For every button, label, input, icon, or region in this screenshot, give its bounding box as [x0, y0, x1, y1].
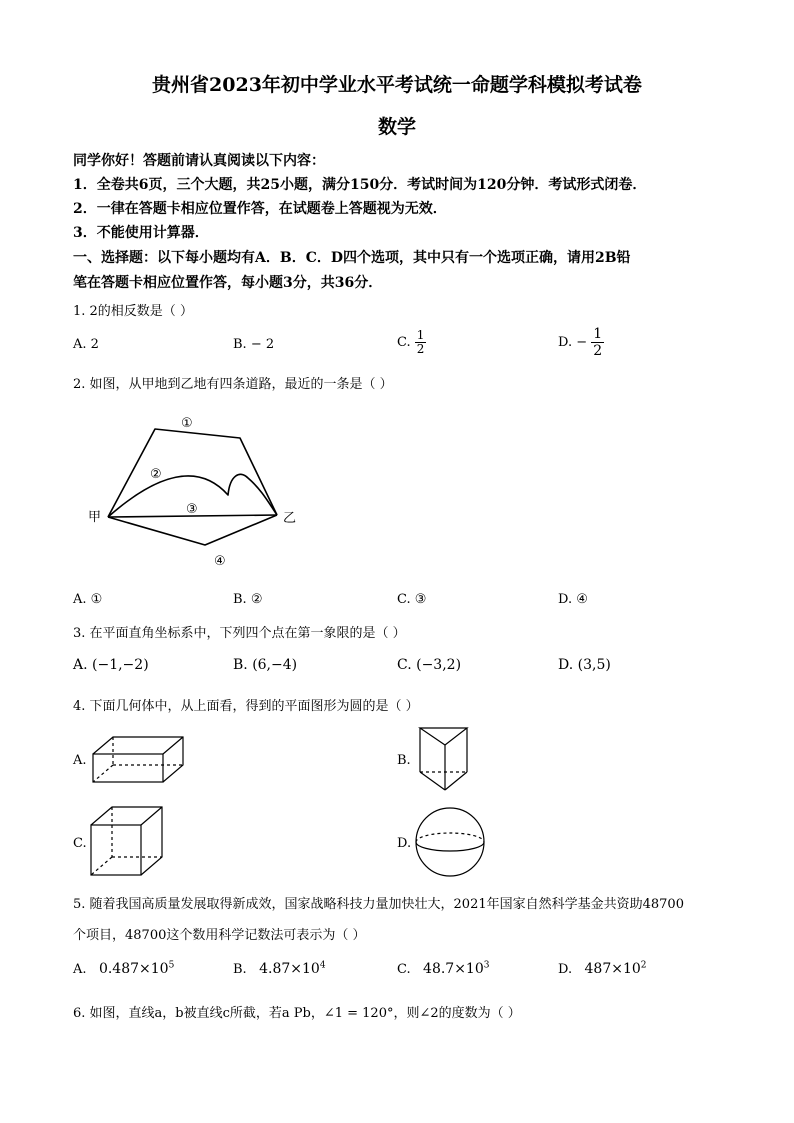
question-4-stem: 4. 下面几何体中，从上面看，得到的平面图形为圆的是（ ）	[73, 699, 419, 714]
option-label: C.	[397, 962, 411, 977]
fraction-denominator: 2	[416, 342, 425, 356]
question-2-option-d: D. ④	[558, 592, 588, 607]
route-1-label: ①	[181, 416, 193, 431]
section-1-header-line-1: 一、选择题：以下每小题均有A．B．C．D四个选项，其中只有一个选项正确，请用2B铅	[73, 250, 631, 266]
route-2-label: ②	[150, 467, 162, 482]
question-3-option-b: B. (6,−4)	[233, 657, 298, 673]
question-4-option-c-label: C.	[73, 836, 87, 851]
question-1-stem: 1. 2的相反数是（ ）	[73, 304, 193, 319]
fraction-numerator: 1	[593, 326, 603, 342]
mantissa: 4.87×10	[259, 961, 320, 977]
question-1-option-a: A. 2	[73, 337, 99, 352]
cube-figure	[91, 807, 162, 875]
mantissa: 48.7×10	[423, 961, 484, 977]
route-3-label: ③	[186, 502, 198, 517]
instructions-greeting: 同学你好！答题前请认真阅读以下内容：	[73, 153, 325, 169]
option-label: A.	[73, 962, 87, 977]
cuboid-figure	[93, 737, 183, 782]
question-2-option-b: B. ②	[233, 592, 263, 607]
fraction-denominator: 2	[593, 343, 603, 359]
start-point-label: 甲	[88, 510, 102, 525]
question-2-option-c: C. ③	[397, 592, 427, 607]
subject-title: 数学	[377, 116, 416, 138]
option-label: D.	[558, 962, 573, 977]
question-5-option-a	[73, 961, 174, 977]
question-2-option-a: A. ①	[73, 592, 103, 607]
mantissa: 0.487×10	[98, 961, 169, 977]
question-3-option-c: C. (−3,2)	[397, 657, 462, 673]
fraction-numerator: 1	[416, 328, 425, 342]
question-5-stem-line-1: 5. 随着我国高质量发展取得新成效，国家战略科技力量加快壮大，2021年国家自然科学基金共资助48700	[73, 897, 684, 912]
question-4-option-a-label: A.	[73, 753, 87, 768]
exponent: 2	[640, 960, 647, 971]
option-label: D. −	[558, 335, 588, 350]
triangular-prism-figure	[420, 728, 467, 790]
instruction-item-1: 1．全卷共6页，三个大题，共25小题，满分150分．考试时间为120分钟．考试形式闭卷．	[73, 177, 647, 193]
exponent: 5	[168, 960, 175, 971]
exponent: 4	[319, 960, 326, 971]
exam-title: 贵州省2023年初中学业水平考试统一命题学科模拟考试卷	[152, 74, 642, 96]
question-3-stem: 3. 在平面直角坐标系中，下列四个点在第一象限的是（ ）	[73, 626, 406, 641]
section-1-header-line-2: 笔在答题卡相应位置作答，每小题3分，共36分．	[73, 275, 383, 291]
end-point-label: 乙	[283, 511, 297, 526]
question-3-option-d: D. (3,5)	[558, 657, 611, 673]
question-5-option-b	[233, 961, 326, 977]
instruction-item-2: 2．一律在答题卡相应位置作答，在试题卷上答题视为无效．	[73, 201, 447, 217]
question-6-stem: 6. 如图，直线a，b被直线c所截，若a Pb，∠1 = 120°，则∠2的度数为（ ）	[73, 1006, 521, 1021]
question-3-option-a: A. (−1,−2)	[73, 657, 149, 673]
question-2-stem: 2. 如图，从甲地到乙地有四条道路，最近的一条是（ ）	[73, 377, 393, 392]
exponent: 3	[483, 960, 490, 971]
mantissa: 487×10	[584, 961, 641, 977]
question-1-option-b: B. − 2	[233, 337, 275, 352]
option-label: C.	[397, 335, 411, 350]
question-5-option-c	[397, 961, 489, 977]
question-5-option-d	[558, 961, 647, 977]
question-4-option-d-label: D.	[397, 836, 412, 851]
instruction-item-3: 3．不能使用计算器．	[73, 225, 209, 241]
route-4-label: ④	[214, 554, 226, 569]
question-5-stem-line-2: 个项目，48700这个数用科学记数法可表示为（ ）	[73, 928, 366, 943]
sphere-figure	[416, 808, 484, 876]
option-label: B.	[233, 962, 247, 977]
question-4-option-b-label: B.	[397, 753, 411, 768]
